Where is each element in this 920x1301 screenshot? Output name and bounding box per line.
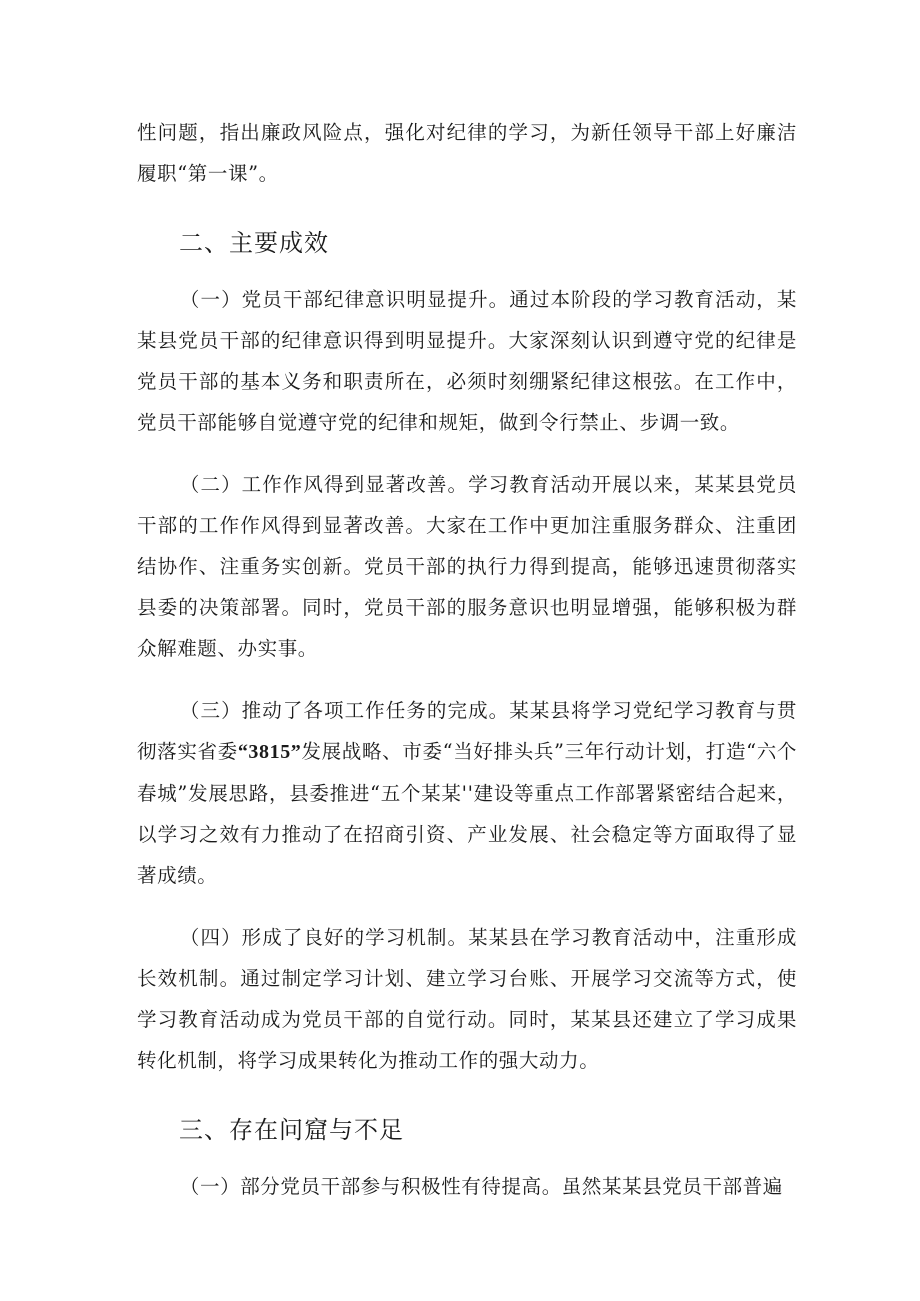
paragraph-problem-1: （一）部分党员干部参与积极性有待提高。虽然某某县党员干部普遍 [179,1175,783,1198]
strategy-number-bold: “3815” [237,741,302,763]
continuation-paragraph: 性问题，指出廉政风险点，强化对纪律的学习，为新任领导干部上好廉洁履职“第一课”。 [137,121,797,185]
section-heading-problems: 三、存在问窟与不足 [179,1116,404,1144]
section-heading-main-results: 二、主要成效 [179,229,329,257]
paragraph-item-3-before: （三）推动了各项工作任务的完成。某某县将学习党纪学习教育与贯彻落实省委 [137,699,797,763]
paragraph-item-2: （二）工作作风得到显著改善。学习教育活动开展以来，某某县党员干部的工作作风得到显著改善。大家在工作中更加注重服务群众、注重团结协作、注重务实创新。党员干部的执行力得到提高，能够迅速贯彻落实县委的决策部署。同时，党员干部的服务意识也明显增强，能够积极为群众解难题、办实事。 [137,473,797,660]
paragraph-item-3-after: 发展战略、市委“当好排头兵”三年行动计划，打造“六个春城”发展思路，县委推进“五个某某''建设等重点工作部署紧密结合起来，以学习之效有力推动了在招商引资、产业发展、社会稳定等方面取得了显著成绩。 [137,740,797,887]
paragraph-item-3 [137,690,797,896]
paragraph-item-4: （四）形成了良好的学习机制。某某县在学习教育活动中，注重形成长效机制。通过制定学习计划、建立学习台账、开展学习交流等方式，使学习教育活动成为党员干部的自觉行动。同时，某某县还建立了学习成果转化机制，将学习成果转化为推动工作的强大动力。 [137,926,797,1072]
document-page [137,112,797,1207]
paragraph-item-1: （一）党员干部纪律意识明显提升。通过本阶段的学习教育活动，某某县党员干部的纪律意识得到明显提升。大家深刻认识到遵守党的纪律是党员干部的基本义务和职责所在，必须时刻绷紧纪律这根弦。在工作中，党员干部能够自觉遵守党的纪律和规矩，做到令行禁止、步调一致。 [137,288,797,434]
